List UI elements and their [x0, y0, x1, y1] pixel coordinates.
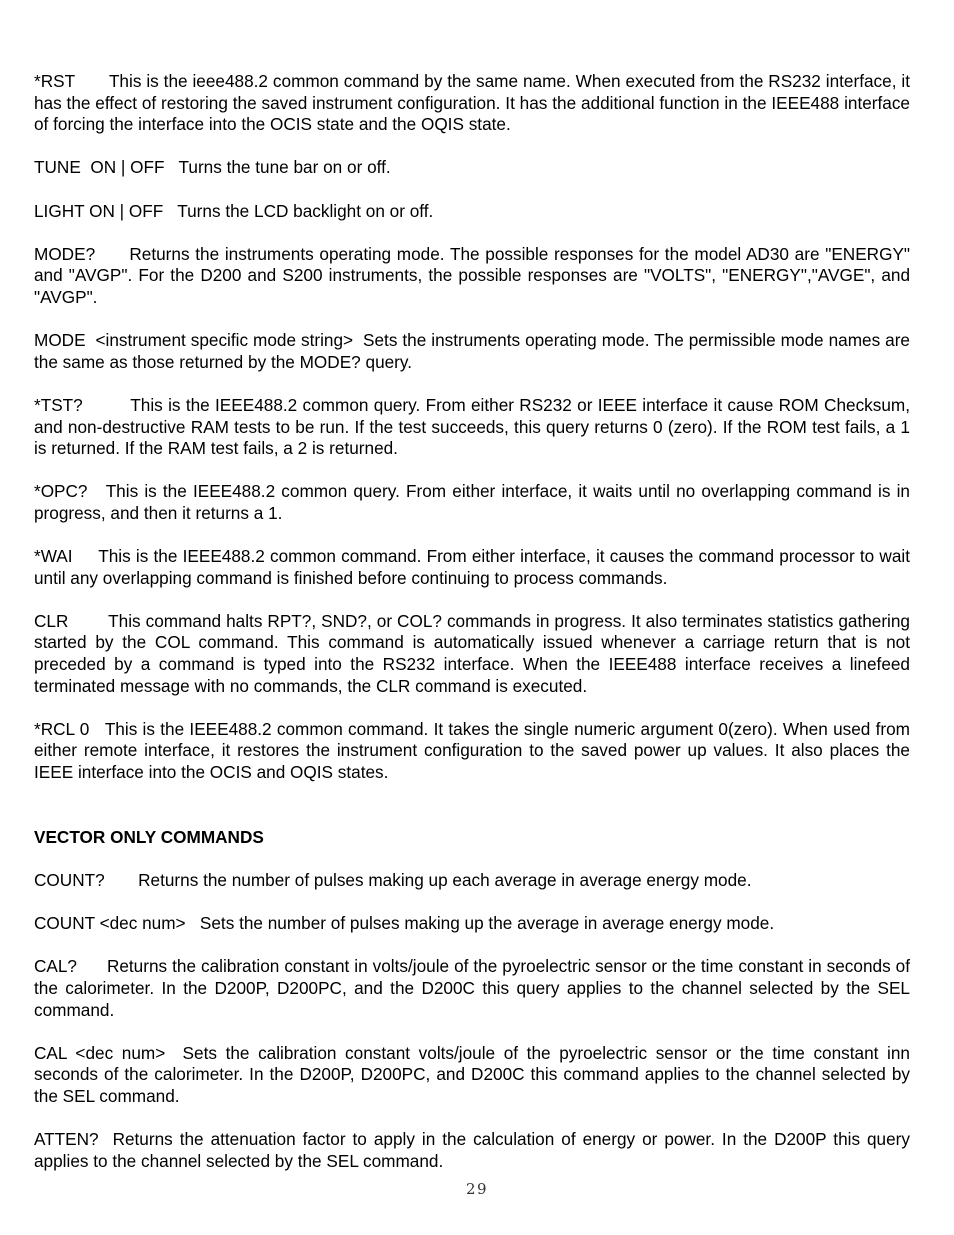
command-description: This is the ieee488.2 common command by the same name. When executed from the RS232 interface, it has the effect of restoring the saved instrument configuration. It has the additional function in the IEEE488 interface of forcing the interface into the OCIS state and the OQIS state.	[34, 71, 910, 135]
section-heading: VECTOR ONLY COMMANDS	[34, 826, 264, 847]
entry-wai	[34, 546, 910, 589]
command-name: *WAI	[34, 546, 73, 567]
command-spacer	[186, 913, 200, 933]
entry-count-query	[34, 870, 910, 892]
command-spacer	[353, 330, 363, 350]
entry-tst	[34, 395, 910, 460]
entry-clr	[34, 611, 910, 697]
command-name: *TST?	[34, 394, 83, 415]
command-description: This is the IEEE488.2 common command. It takes the single numeric argument 0(zero). When used from either remote interface, it restores the instrument configuration to the saved power up values. It also places the IEEE interface into the OCIS and OQIS states.	[34, 718, 910, 782]
entry-tune	[34, 157, 910, 179]
page-number: 29	[465, 1180, 489, 1198]
command-spacer	[165, 1043, 182, 1063]
command-description: Returns the attenuation factor to apply in the calculation of energy or power. In the D200P this query applies to the channel selected by the SEL command.	[34, 1129, 910, 1171]
command-spacer	[95, 244, 129, 264]
command-description: Turns the tune bar on or off.	[178, 157, 391, 178]
command-description: This is the IEEE488.2 common query. From either RS232 or IEEE interface it cause ROM Checksum, and non-destructive RAM tests to be run. If the test succeeds, this query returns 0 (zero). If the ROM test fails, a 1 is returned. If the RAM test fails, a 2 is returned.	[34, 394, 910, 459]
command-description: Sets the number of pulses making up the average in average energy mode.	[199, 913, 775, 934]
command-name: MODE <instrument specific mode string>	[34, 330, 354, 351]
command-name: CAL?	[34, 956, 77, 977]
command-spacer	[75, 71, 109, 91]
entry-opc	[34, 481, 910, 524]
command-name: MODE?	[34, 243, 96, 264]
entry-count-set	[34, 913, 910, 935]
command-description: Returns the number of pulses making up each average in average energy mode.	[138, 869, 752, 890]
command-name: ATTEN?	[34, 1129, 99, 1150]
entry-mode-set	[34, 330, 910, 373]
command-description: Sets the calibration constant volts/joule of the pyroelectric sensor or the time constant inn seconds of the calorimeter. In the D200P, D200PC, and D200C this command applies to the channel selected by the SEL command.	[34, 1042, 910, 1106]
command-name: CAL <dec num>	[34, 1042, 166, 1063]
command-name: *OPC?	[34, 481, 88, 502]
command-description: Turns the LCD backlight on or off.	[177, 200, 434, 221]
command-description: Returns the instruments operating mode. The possible responses for the model AD30 are "ENERGY" and "AVGP". For the D200 and S200 instruments, the possible responses are "VOLTS", "ENERGY","AVGE", and "AVGP".	[34, 243, 911, 307]
command-description: This is the IEEE488.2 common query. From either interface, it waits until no overlapping command is in progress, and then it returns a 1.	[34, 481, 910, 523]
command-spacer	[105, 870, 138, 890]
entry-cal-query	[34, 956, 910, 1021]
command-description: Returns the calibration constant in volts/joule of the pyroelectric sensor or the time constant in seconds of the calorimeter. In the D200P, D200PC, and the D200C this query applies to the channel selected by the SEL command.	[34, 956, 910, 1020]
command-name: COUNT?	[34, 869, 105, 890]
entry-cal-set	[34, 1043, 910, 1108]
command-spacer	[89, 719, 105, 739]
command-spacer	[165, 157, 179, 177]
command-name: *RST	[34, 71, 75, 91]
entry-atten-query	[34, 1129, 910, 1172]
command-name: LIGHT ON | OFF	[34, 200, 164, 221]
command-spacer	[88, 481, 106, 501]
entry-rst	[34, 71, 910, 136]
command-spacer	[163, 201, 177, 221]
command-spacer	[83, 395, 131, 415]
command-description: Sets the instruments operating mode. The permissible mode names are the same as those returned by the MODE? query.	[34, 330, 910, 372]
entry-mode-query	[34, 244, 910, 309]
command-description: This command halts RPT?, SND?, or COL? commands in progress. It also terminates statistics gathering started by the COL command. This command is automatically issued whenever a carriage return that is not preceded by a command is typed into the RS232 interface. When the IEEE488 interface receives a linefeed terminated message with no commands, the CLR command is executed.	[34, 610, 910, 696]
entry-rcl	[34, 719, 910, 784]
entry-light	[34, 201, 910, 223]
document-body	[34, 71, 910, 1172]
command-name: TUNE ON | OFF	[34, 157, 165, 178]
command-name: COUNT <dec num>	[34, 913, 186, 934]
command-spacer	[73, 546, 99, 566]
command-name: CLR	[34, 610, 69, 631]
command-description: This is the IEEE488.2 common command. From either interface, it causes the command processor to wait until any overlapping command is finished before continuing to process commands.	[34, 546, 910, 588]
command-spacer	[77, 956, 107, 976]
command-spacer	[68, 611, 108, 631]
command-spacer	[99, 1129, 113, 1149]
command-name: *RCL 0	[34, 718, 90, 739]
